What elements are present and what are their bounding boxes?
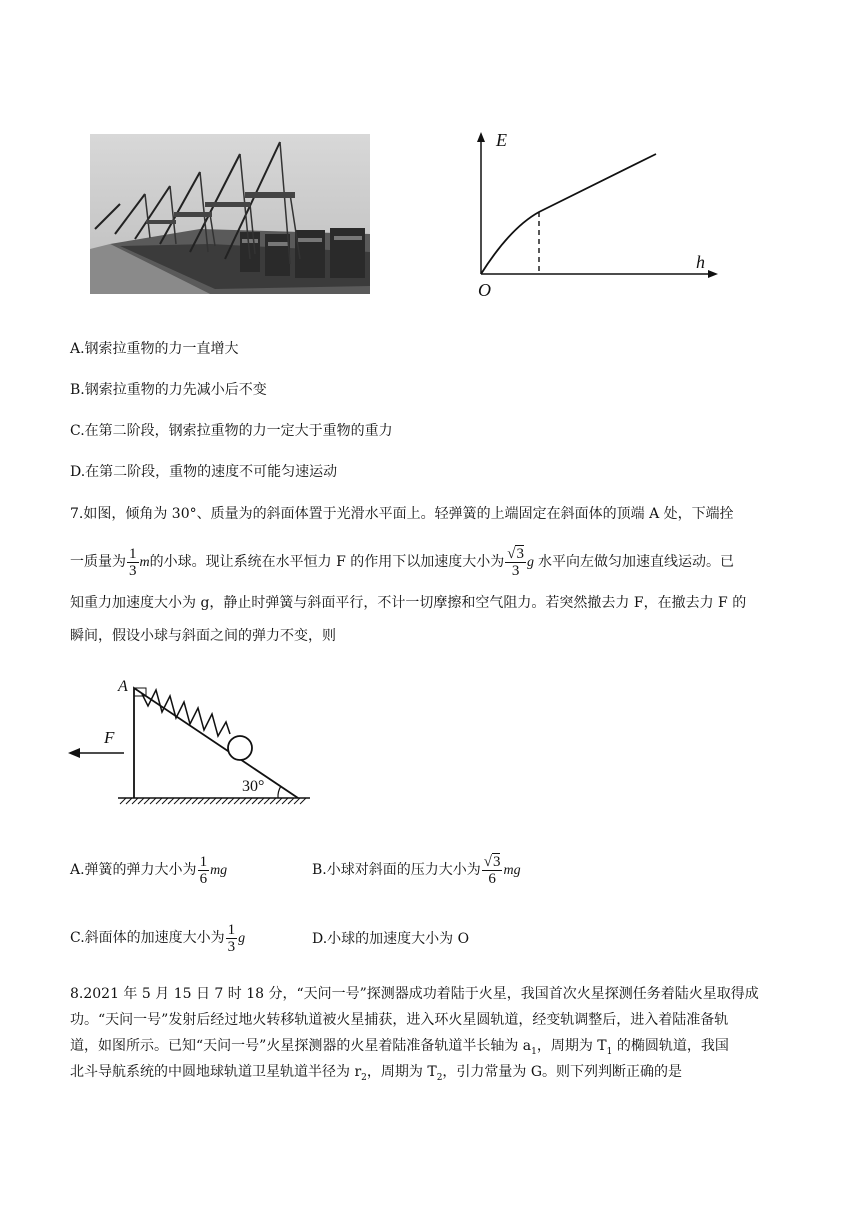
x-axis-label: h: [696, 252, 705, 272]
wedge-outline: [134, 688, 298, 798]
angle-label: 30°: [242, 778, 265, 795]
q7-option-a: [70, 852, 227, 889]
port-crane-photo-icon: [90, 134, 370, 294]
subscript: 1: [531, 1046, 537, 1057]
energy-height-graph: [470, 128, 720, 308]
energy-curve: [481, 154, 656, 274]
q6-option-d: D.在第二阶段，重物的速度不可能匀速运动: [70, 464, 338, 480]
fraction-one-third: [226, 922, 238, 955]
q7-option-b: [312, 852, 521, 889]
q6-option-a: A.钢索拉重物的力一直增大: [70, 341, 239, 357]
var-mg: mg: [210, 863, 228, 878]
q7-line-3: 知重力加速度大小为 g，静止时弹簧与斜面平行，不计一切摩擦和空气阻力。若突然撤去力 F，在撤去力 F 的: [70, 595, 747, 611]
fraction-one-third: [127, 546, 139, 579]
crane-photo: [90, 134, 370, 294]
q8-line-3-a: 道，如图所示。已知“天问一号”火星探测器的火星着陆准备轨道半长轴为 a: [70, 1038, 532, 1054]
fraction-denominator: 6: [199, 870, 208, 887]
q7-line-2-text-c: 水平向左做匀加速直线运动。已: [537, 554, 734, 570]
q8-line-3-b: ，周期为 T: [536, 1038, 607, 1054]
q7-line-2-text-a: 一质量为: [70, 554, 126, 570]
force-label: F: [104, 728, 115, 747]
q7-option-c: [70, 920, 245, 957]
q7-line-2-text-b: 的小球。现让系统在水平恒力 F 的作用下以加速度大小为: [149, 554, 505, 570]
subscript: 2: [436, 1072, 443, 1083]
q7-line-4: 瞬间，假设小球与斜面之间的弹力不变，则: [70, 628, 336, 644]
q7-option-a-text: A.弹簧的弹力大小为: [70, 862, 197, 878]
fraction-numerator: 1: [199, 853, 208, 870]
q8-line-4-c: ，引力常量为 G。则下列判断正确的是: [442, 1064, 683, 1080]
sqrt-radicand: 3: [492, 853, 501, 870]
q7-option-c-text: C.斜面体的加速度大小为: [70, 930, 225, 946]
fraction-denominator: 3: [227, 938, 236, 955]
incline-figure: [64, 676, 324, 812]
y-axis-label: E: [496, 130, 507, 150]
fraction-denominator: 3: [129, 562, 137, 579]
q8-line-4-b: ，周期为 T: [366, 1064, 437, 1080]
ball: [228, 736, 252, 760]
angle-arc: [278, 786, 281, 798]
spring-coil: [142, 690, 230, 736]
q8-line-4: [70, 1062, 682, 1088]
fraction-numerator: 1: [129, 545, 137, 562]
origin-label: O: [478, 280, 491, 300]
q8-line-4-a: 北斗导航系统的中圆地球轨道卫星轨道半径为 r: [70, 1064, 362, 1080]
subscript: 2: [361, 1072, 367, 1083]
fraction-numerator: 1: [227, 921, 236, 938]
q8-line-1: 8.2021 年 5 月 15 日 7 时 18 分，“天问一号”探测器成功着陆于火星，我国首次火星探测任务着陆火星取得成: [70, 986, 759, 1002]
q7-option-d: D.小球的加速度大小为 O: [312, 931, 470, 947]
fraction-denominator: 6: [488, 870, 496, 887]
sqrt-radicand: 3: [516, 545, 524, 562]
q6-option-c: C.在第二阶段，钢索拉重物的力一定大于重物的重力: [70, 423, 393, 439]
fraction-sqrt3-over-3: $\frac{√3}{3}$: [507, 545, 524, 579]
point-a-label: A: [118, 678, 128, 695]
q7-option-b-text: B.小球对斜面的压力大小为: [312, 862, 481, 878]
q8-line-3-c: 的椭圆轨道，我国: [612, 1038, 729, 1054]
x-axis-arrow-icon: [708, 270, 718, 278]
fraction-one-sixth: [198, 854, 210, 887]
fraction-sqrt3-over-6: $\frac{√3}{6}$: [483, 853, 501, 887]
fraction-denominator: 3: [511, 562, 520, 579]
q6-option-b: B.钢索拉重物的力先减小后不变: [70, 382, 267, 398]
subscript: 1: [606, 1046, 613, 1057]
q7-line-2: [70, 544, 734, 581]
q7-line-1: 7.如图，倾角为 30°、质量为的斜面体置于光滑水平面上。轻弹簧的上端固定在斜面体的顶端 A 处，下端拴: [70, 506, 734, 522]
var-m: m: [139, 555, 150, 570]
var-g: g: [526, 555, 534, 570]
var-g: g: [238, 931, 246, 946]
ground-hatch: [120, 798, 306, 804]
y-axis-arrow-icon: [477, 132, 485, 142]
var-mg: mg: [503, 863, 521, 878]
force-arrow-head-icon: [68, 748, 80, 758]
q8-line-3: [70, 1036, 729, 1062]
q8-line-2: 功。“天问一号”发射后经过地火转移轨道被火星捕获，进入环火星圆轨道，经变轨调整后，进入着陆准备轨: [70, 1012, 729, 1028]
